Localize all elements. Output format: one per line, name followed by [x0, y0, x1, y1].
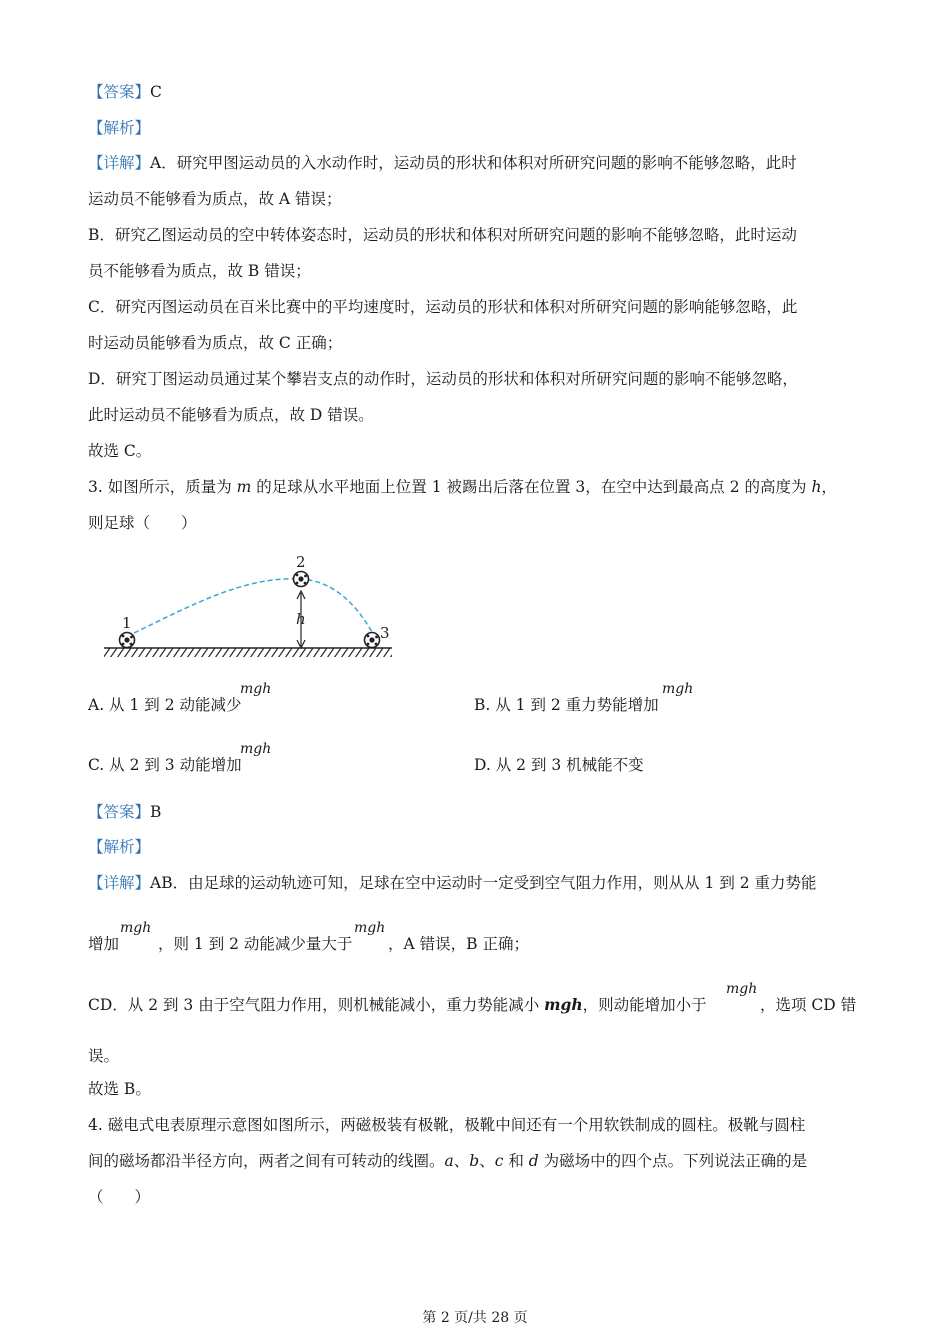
cd-mgh-super: mgh — [726, 981, 758, 997]
football-icon-3 — [365, 633, 380, 648]
page-footer: 第 2 页/共 28 页 — [422, 1310, 528, 1326]
option-b: B. 从 1 到 2 重力势能增加 — [474, 696, 659, 714]
q3-stem-c: ， — [821, 478, 837, 496]
q3-detail-line-1 — [88, 873, 817, 893]
analysis-tag: 【解析】 — [88, 119, 151, 137]
point-c: c — [494, 1152, 504, 1170]
height-label: h — [296, 610, 306, 628]
q2-analysis-tag-line — [88, 118, 150, 138]
point-b: b — [469, 1152, 480, 1170]
q3-stem-line-2: 则足球（ ） — [88, 514, 197, 532]
cd-text-b: ，则动能增加小于 — [582, 996, 707, 1014]
position-label-1: 1 — [122, 614, 132, 632]
q3-answer-line — [88, 802, 161, 822]
q3-stem-b: 的足球从水平地面上位置 1 被踢出后落在位置 3，在空中达到最高点 2 的高度为 — [251, 478, 812, 496]
q3-stem-h: h — [811, 478, 822, 496]
q2-detail-line-3: B．研究乙图运动员的空中转体姿态时，运动员的形状和体积对所研究问题的影响不能够忽略，此时运动 — [88, 226, 797, 244]
football-icon-1 — [120, 633, 135, 648]
q2-answer-line — [88, 82, 162, 102]
football-trajectory-figure — [96, 548, 416, 668]
football-icon-2 — [294, 572, 309, 587]
q2-detail-line-1 — [88, 153, 797, 173]
q4-text-b: 为磁场中的四个点。下列说法正确的是 — [538, 1152, 808, 1170]
cd-mgh-inline: mgh — [544, 995, 583, 1014]
trajectory-curve — [134, 579, 372, 633]
q3-stem-line-1 — [88, 477, 837, 497]
q3-detail-line-2b: ，则 1 到 2 动能减少量大于 — [158, 935, 353, 953]
ab-mgh-2: mgh — [354, 920, 386, 936]
option-b-mgh: mgh — [662, 681, 694, 697]
detail-text: A．研究甲图运动员的入水动作时，运动员的形状和体积对所研究问题的影响不能够忽略，此时 — [150, 154, 797, 172]
q2-detail-line-7: D．研究丁图运动员通过某个攀岩支点的动作时，运动员的形状和体积对所研究问题的影响不能够忽略， — [88, 370, 798, 388]
conjunction: 和 — [503, 1152, 529, 1170]
detail-tag: 【详解】 — [88, 154, 151, 172]
q3-detail-line-3c: ，选项 CD 错 — [760, 996, 857, 1014]
q3-detail-line-2c: ，A 错误，B 正确； — [388, 935, 529, 953]
position-label-2: 2 — [296, 553, 306, 571]
q3-conclusion: 故选 B。 — [88, 1080, 151, 1098]
q3-stem-m: m — [236, 478, 252, 496]
option-c-mgh: mgh — [240, 741, 272, 757]
q2-detail-line-2: 运动员不能够看为质点，故 A 错误； — [88, 190, 342, 208]
q3-detail-line-4: 误。 — [88, 1047, 120, 1065]
detail-tag: 【详解】 — [88, 874, 151, 892]
point-d: d — [528, 1152, 539, 1170]
q3-detail-line-2a: 增加 — [88, 935, 120, 953]
ground-hatch — [104, 648, 392, 657]
option-a: A. 从 1 到 2 动能减少 — [88, 696, 242, 714]
position-label-3: 3 — [380, 624, 390, 642]
q2-detail-line-4: 员不能够看为质点，故 B 错误； — [88, 262, 311, 280]
separator: 、 — [479, 1152, 495, 1170]
q3-analysis-tag-line — [88, 837, 150, 857]
ab-mgh-1: mgh — [120, 920, 152, 936]
q3-detail-line-3a — [88, 995, 707, 1015]
q2-detail-line-5: C．研究丙图运动员在百米比赛中的平均速度时，运动员的形状和体积对所研究问题的影响能够忽略，此 — [88, 298, 798, 316]
separator: 、 — [453, 1152, 470, 1170]
answer-tag: 【答案】 — [88, 83, 151, 101]
option-c: C. 从 2 到 3 动能增加 — [88, 756, 242, 774]
detail-text: AB．由足球的运动轨迹可知，足球在空中运动时一定受到空气阻力作用，则从从 1 到 2 重力势能 — [150, 874, 817, 892]
q4-stem-line-3: （ ） — [88, 1188, 151, 1206]
answer-value: B — [150, 803, 162, 821]
q3-stem-a: 3. 如图所示，质量为 — [88, 478, 237, 496]
q2-detail-line-6: 时运动员能够看为质点，故 C 正确； — [88, 334, 343, 352]
option-a-mgh: mgh — [240, 681, 272, 697]
q4-stem-line-2 — [88, 1151, 807, 1171]
analysis-tag: 【解析】 — [88, 838, 151, 856]
option-d: D. 从 2 到 3 机械能不变 — [474, 756, 644, 774]
answer-value: C — [150, 83, 162, 101]
q2-detail-line-8: 此时运动员不能够看为质点，故 D 错误。 — [88, 406, 374, 424]
q4-stem-line-1: 4. 磁电式电表原理示意图如图所示，两磁极装有极靴，极靴中间还有一个用软铁制成的圆柱。极靴与圆柱 — [88, 1116, 806, 1134]
answer-tag: 【答案】 — [88, 803, 151, 821]
point-a: a — [444, 1152, 454, 1170]
q4-text-a: 间的磁场都沿半径方向，两者之间有可转动的线圈。 — [88, 1152, 445, 1170]
cd-text-a: CD．从 2 到 3 由于空气阻力作用，则机械能减小，重力势能减小 — [88, 996, 545, 1014]
q2-conclusion: 故选 C。 — [88, 442, 152, 460]
